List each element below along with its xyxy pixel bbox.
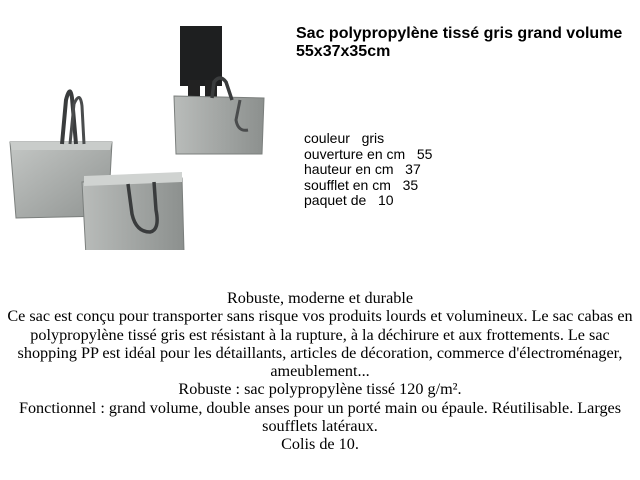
specs-list [304,131,432,209]
spec-label: soufflet en cm [304,176,391,193]
product-description [0,289,640,454]
product-title: Sac polypropylène tissé gris grand volume 55x37x35cm [296,25,623,60]
spec-value: 37 [405,161,421,177]
spec-value: 55 [416,145,433,162]
spec-label: paquet de [304,192,367,208]
bag-photo-icon [0,20,280,250]
spec-label: ouverture en cm [304,145,406,162]
spec-row [304,131,432,147]
spec-row [304,193,432,209]
description-colis: Colis de 10. [281,435,359,454]
small-bag-front [82,172,184,250]
description-robust: Robuste : sac polypropylène tissé 120 g/m². [178,380,462,399]
spec-row [304,147,432,163]
description-headline: Robuste, moderne et durable [226,289,414,307]
description-functional: Fonctionnel : grand volume, double anses pour un porté main ou épaule. Réutilisable. Larges soufflets latéraux. [18,398,622,436]
description-body: Ce sac est conçu pour transporter sans risque vos produits lourds et volumineux. Le sac cabas en polypropylène tissé gris est résistant à la rupture, à la déchirure et aux frottements. Le sac shopping PP est idéal pour les détaillants, articles de décoration, commerce d'électroménager, ameublement... [7,307,633,381]
spec-value: 35 [402,176,419,193]
carried-bag [174,26,264,154]
spec-label: hauteur en cm [304,161,394,177]
spec-row [304,178,432,194]
spec-label: couleur [304,130,350,146]
spec-value: 10 [377,192,394,208]
spec-row [304,162,432,178]
spec-value: gris [361,130,385,146]
